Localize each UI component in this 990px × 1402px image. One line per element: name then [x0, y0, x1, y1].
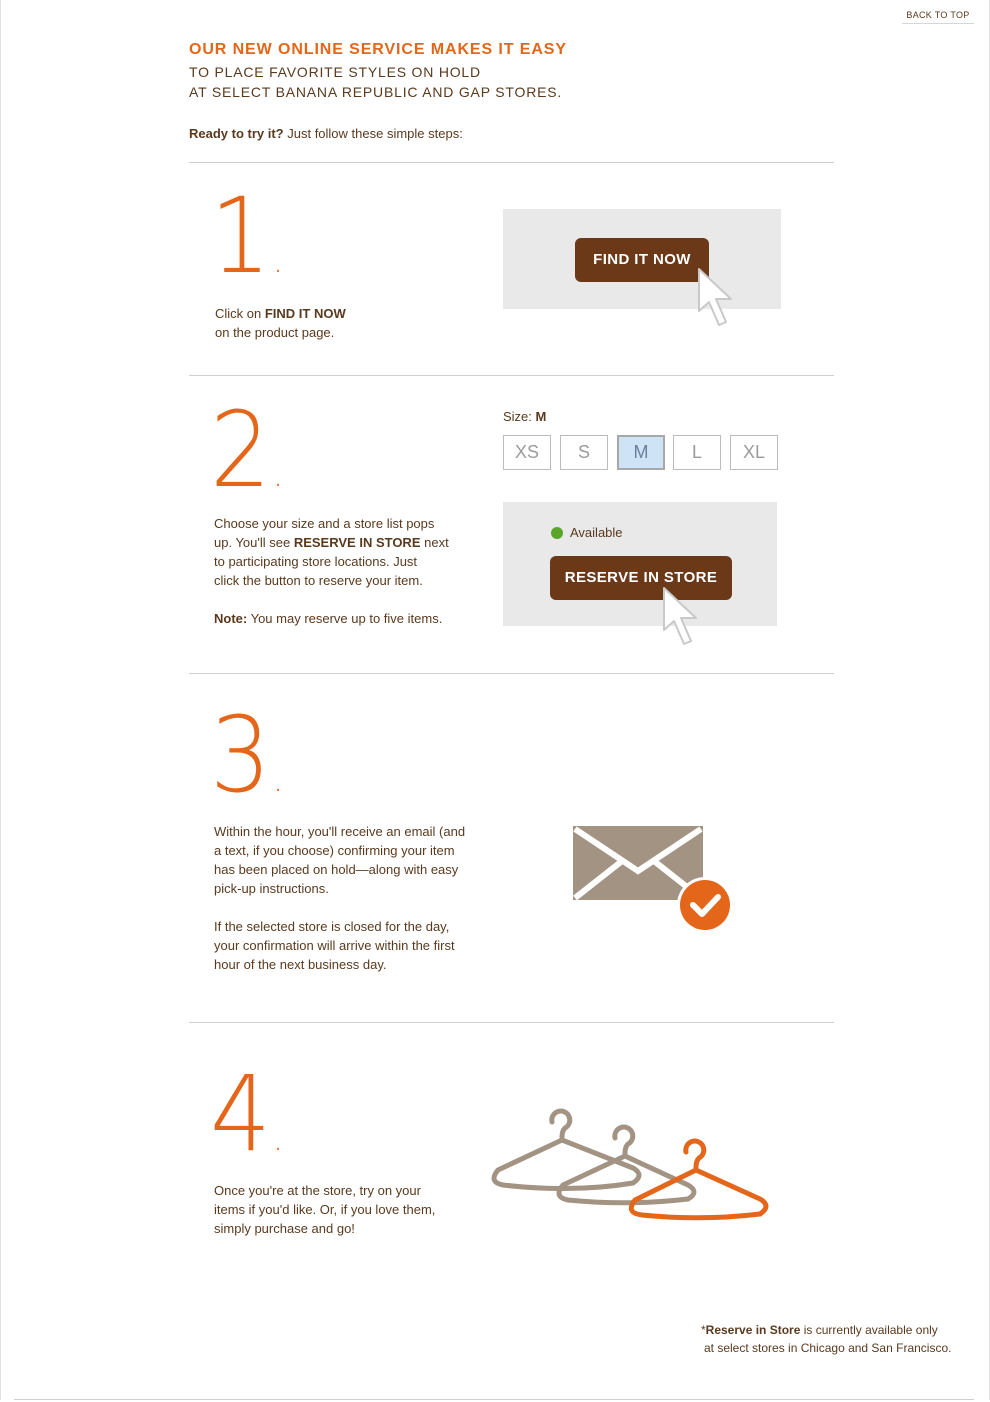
size-option-xl[interactable]: XL	[730, 435, 778, 470]
step-4-text: Once you're at the store, try on your items if you'd like. Or, if you love them, simply purchase and go!	[214, 1183, 436, 1236]
hanger-icon	[488, 1104, 772, 1222]
step-2-note: Note: You may reserve up to five items.	[214, 611, 443, 626]
size-option-m[interactable]: M	[617, 435, 665, 470]
step-3-text: Within the hour, you'll receive an email (and a text, if you choose) confirming your item has been placed on hold—along with easy pick-up instructions.	[214, 824, 466, 896]
step-3-number: 3 .	[210, 694, 282, 816]
step-2-text: Choose your size and a store list pops up. You'll see RESERVE IN STORE next to participating store locations. Just click the button to reserve your item.	[214, 516, 449, 588]
divider	[189, 162, 834, 163]
intro	[189, 41, 567, 102]
step-1-text: Click on FIND IT NOW on the product page.	[215, 306, 346, 340]
size-selected-value: M	[535, 409, 547, 424]
ready-rest: Just follow these simple steps:	[283, 126, 463, 141]
find-it-now-button[interactable]: FIND IT NOW	[575, 238, 709, 282]
intro-headline: OUR NEW ONLINE SERVICE MAKES IT EASY	[189, 41, 567, 58]
size-label: Size: M	[503, 409, 547, 424]
step-3-text-2: If the selected store is closed for the day, your confirmation will arrive within the first hour of the next business day.	[214, 919, 455, 972]
intro-line-2: TO PLACE FAVORITE STYLES ON HOLD	[189, 64, 481, 80]
available-status-dot	[551, 527, 563, 539]
size-option-l[interactable]: L	[673, 435, 721, 470]
available-status-text: Available	[570, 525, 623, 540]
cursor-arrow-icon	[697, 267, 741, 331]
step-4-number: 4 .	[210, 1053, 282, 1175]
ready-text	[189, 126, 463, 141]
divider	[189, 673, 834, 674]
size-option-xs[interactable]: XS	[503, 435, 551, 470]
ready-bold: Ready to try it?	[189, 126, 284, 141]
intro-line-3: AT SELECT BANANA REPUBLIC AND GAP STORES.	[189, 84, 563, 100]
back-to-top-link[interactable]: BACK TO TOP	[902, 10, 974, 24]
reserve-in-store-button[interactable]: RESERVE IN STORE	[550, 556, 732, 600]
divider	[189, 375, 834, 376]
step-2-number: 2 .	[210, 389, 282, 511]
envelope-icon	[572, 825, 736, 933]
checkmark-icon	[677, 877, 733, 933]
divider	[189, 1022, 834, 1023]
footnote-bold: Reserve in Store	[705, 1323, 801, 1337]
step-1-number: 1 .	[210, 175, 282, 297]
footnote: *Reserve in Store is currently available only at select stores in Chicago and San Francisco.	[701, 1323, 952, 1355]
size-option-s[interactable]: S	[560, 435, 608, 470]
bottom-divider	[14, 1399, 974, 1400]
cursor-arrow-icon	[662, 586, 706, 650]
